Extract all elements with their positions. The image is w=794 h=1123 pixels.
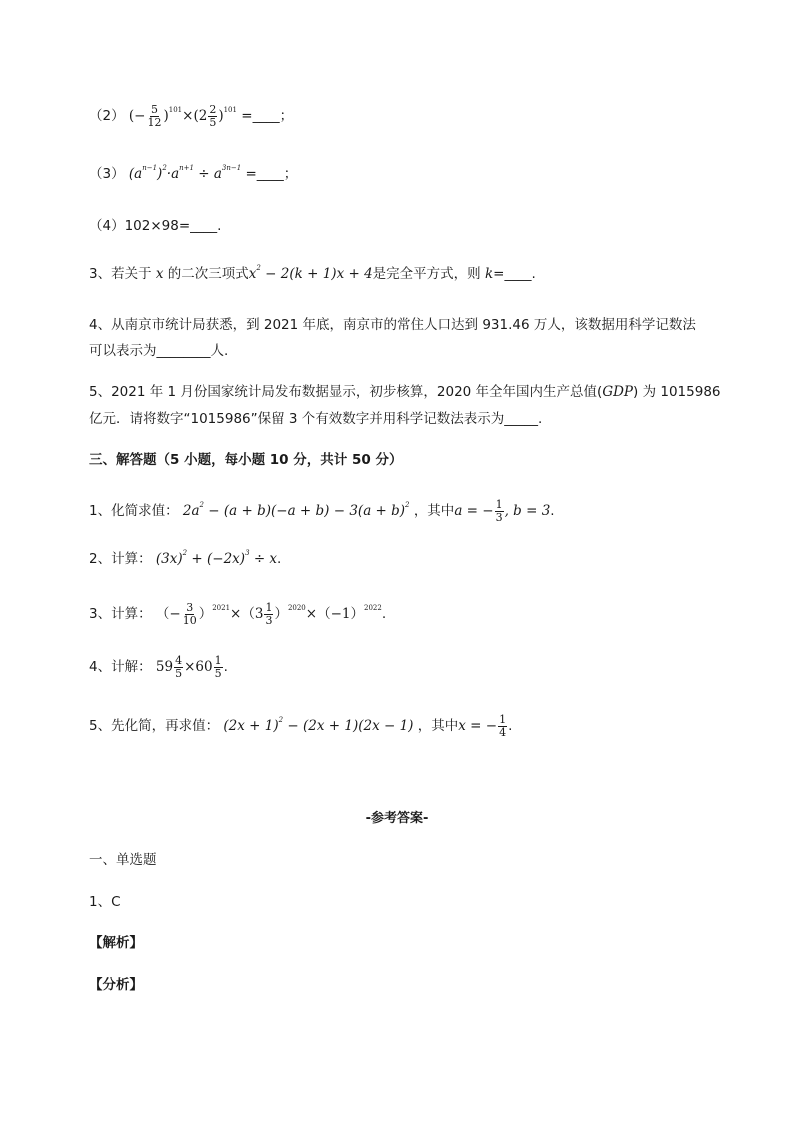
math-expression: $(2x + 1)^2 - (2x + 1)(2x - 1)$: [223, 716, 414, 734]
fenxi-label: 【分析】: [89, 977, 143, 993]
math-variable: GDP: [602, 384, 634, 400]
fill-question-gdp-line2: 亿元．请将数字“1015986”保留 3 个有效数字并用科学记数法表示为_____.: [89, 411, 543, 427]
answer-blank: =____.: [493, 266, 536, 282]
answers-section-1: 一、单选题: [89, 852, 157, 868]
math-expression: $x^2 - 2(k + 1)x + 4$: [248, 264, 373, 282]
section-title: 三、解答题（5 小题，每小题 10 分，共计 50 分）: [89, 452, 403, 468]
question-text: ，其中: [417, 718, 459, 734]
answer-1: 1、C: [89, 894, 121, 910]
question-number: （3）: [89, 166, 125, 182]
analysis-label: 【解析】: [89, 935, 143, 951]
fill-question-population-line2: 可以表示为________人.: [89, 343, 229, 359]
math-condition: x = − $\frac{1}{4}$: [458, 713, 507, 739]
solve-question-4: 4、计解： 59 $\frac{4}{5}$ ×60 $\frac{1}{5}$ .: [89, 654, 228, 680]
fill-question-k: [89, 264, 536, 284]
math-expression: (− $\frac{5}{12}$ )$^{101}$×(2 $\frac{2}{5}$ )$^{101}$: [128, 103, 237, 129]
math-expression: （− $\frac{3}{10}$ ）$^{2021}$×（3 $\frac{1}{3}$ ）$^{2020}\times(-1)^{2022}$: [155, 601, 382, 627]
question-text: ，其中: [413, 503, 455, 519]
question-text: 3、计算：: [89, 606, 152, 622]
math-expression: $(a^{n-1})^2\cdot a^{n+1} \div a^{3n-1}$: [128, 164, 242, 182]
question-text: 1、化简求值：: [89, 503, 179, 519]
solve-question-1: 1、化简求值： $2a^2 - (a + b)(-a + b) - 3(a + b)^2$ ，其中a = − $\frac{1}{3}$ , b = 3.: [89, 498, 555, 524]
fill-question-3: [89, 164, 297, 184]
question-text: 2、计算：: [89, 551, 152, 567]
question-number: （2）: [89, 108, 125, 124]
math-expression: $2a^2 - (a + b)(-a + b) - 3(a + b)^2$: [182, 501, 410, 519]
math-expression: 59 $\frac{4}{5}$ ×60 $\frac{1}{5}$: [155, 654, 222, 680]
fill-question-4: （4）102×98=____.: [89, 218, 222, 234]
math-variable: x: [151, 266, 168, 282]
question-text: 4、计解：: [89, 659, 152, 675]
math-expression: $(3x)^2 + (-2x)^3 \div x$: [155, 549, 278, 567]
math-variable: k: [484, 266, 494, 282]
question-text: 的二次三项式: [167, 266, 249, 282]
solve-question-3: 3、计算： （− $\frac{3}{10}$ ）$^{2021}$×（3 $\frac{1}{3}$ ）$^{2020}\times(-1)^{2022}$.: [89, 601, 387, 627]
solve-question-2: 2、计算： $(3x)^2 + (-2x)^3 \div x$.: [89, 549, 282, 567]
answer-blank: =____；: [241, 108, 294, 124]
question-text: 3、若关于: [89, 266, 152, 282]
math-condition: a = − $\frac{1}{3}$ , b = 3: [454, 498, 551, 524]
question-text: 是完全平方式，则: [372, 266, 481, 282]
question-text: 5、2021 年 1 月份国家统计局发布数据显示，初步核算，2020 年全年国内生产总值(: [89, 384, 603, 400]
fill-question-population-line1: 4、从南京市统计局获悉，到 2021 年底，南京市的常住人口达到 931.46 万人，该数据用科学记数法: [89, 317, 696, 333]
fill-question-gdp-line1: [89, 382, 721, 402]
fill-question-2: [89, 104, 293, 129]
answer-blank: =____；: [245, 166, 298, 182]
question-text: 5、先化简，再求值：: [89, 718, 220, 734]
answers-title: -参考答案-: [365, 811, 429, 826]
solve-question-5: 5、先化简，再求值： $(2x + 1)^2 - (2x + 1)(2x - 1)$ ，其中x = − $\frac{1}{4}$ .: [89, 713, 513, 739]
question-text: ) 为 1015986: [633, 384, 721, 400]
